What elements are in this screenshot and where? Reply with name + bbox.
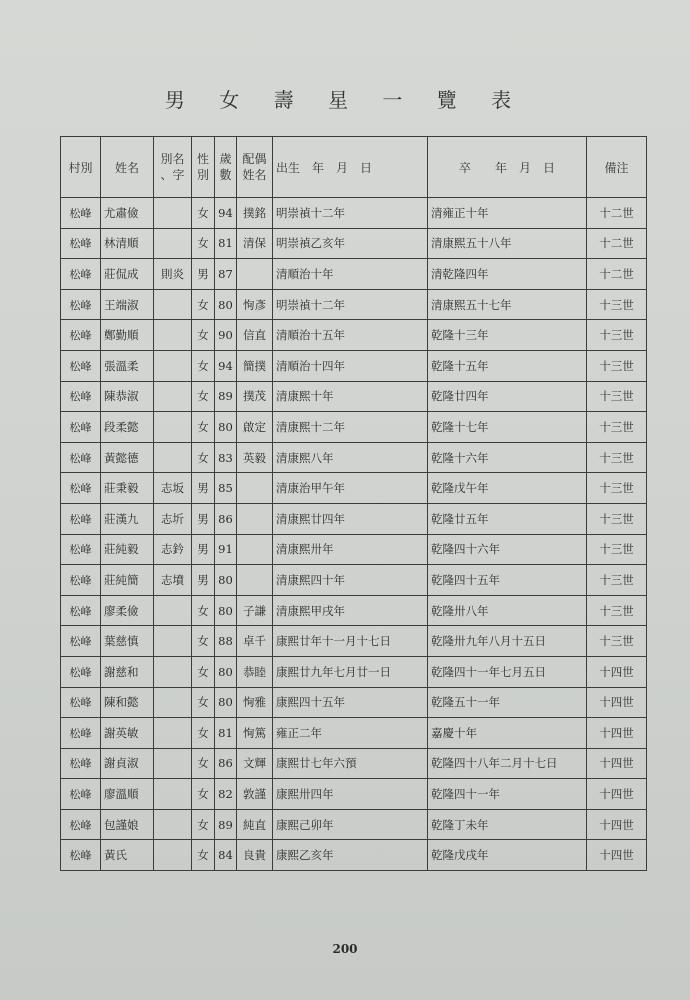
cell-name: 廖柔儉 <box>101 595 154 626</box>
cell-note: 十三世 <box>587 595 647 626</box>
header-born <box>273 137 428 198</box>
cell-died: 乾隆四十一年七月五日 <box>428 656 587 687</box>
header-spouse <box>237 137 273 198</box>
header-alias-line2: 、字 <box>160 168 185 182</box>
table-row <box>61 779 647 810</box>
header-alias <box>154 137 192 198</box>
cell-alias <box>154 656 192 687</box>
header-spouse-line2: 姓名 <box>242 168 267 182</box>
cell-name: 謝慈和 <box>101 656 154 687</box>
cell-sex: 女 <box>192 381 215 412</box>
cell-village: 松峰 <box>61 595 101 626</box>
cell-village: 松峰 <box>61 626 101 657</box>
header-alias-line1: 別名 <box>160 152 185 166</box>
cell-spouse: 文輝 <box>237 748 273 779</box>
header-sex <box>192 137 215 198</box>
cell-born: 康熙廿七年六預 <box>273 748 428 779</box>
header-village: 村別 <box>61 137 101 198</box>
cell-alias <box>154 718 192 749</box>
table-row <box>61 595 647 626</box>
header-sex-line2: 別 <box>196 168 209 182</box>
cell-age: 89 <box>215 809 237 840</box>
cell-sex: 女 <box>192 595 215 626</box>
cell-born: 明崇禎十二年 <box>273 289 428 320</box>
cell-note: 十二世 <box>587 198 647 229</box>
cell-sex: 女 <box>192 840 215 871</box>
cell-spouse: 啟定 <box>237 412 273 443</box>
cell-sex: 男 <box>192 259 215 290</box>
cell-name: 段柔懿 <box>101 412 154 443</box>
cell-name: 莊侃成 <box>101 259 154 290</box>
cell-village: 松峰 <box>61 840 101 871</box>
cell-village: 松峰 <box>61 565 101 596</box>
table-row <box>61 503 647 534</box>
cell-alias: 志圻 <box>154 503 192 534</box>
cell-village: 松峰 <box>61 320 101 351</box>
cell-name: 莊漢九 <box>101 503 154 534</box>
cell-born: 清康熙十二年 <box>273 412 428 443</box>
cell-village: 松峰 <box>61 809 101 840</box>
cell-village: 松峰 <box>61 656 101 687</box>
cell-age: 81 <box>215 718 237 749</box>
table-row <box>61 565 647 596</box>
cell-born: 明崇禎十二年 <box>273 198 428 229</box>
cell-sex: 男 <box>192 565 215 596</box>
cell-note: 十四世 <box>587 748 647 779</box>
cell-name: 林清順 <box>101 228 154 259</box>
cell-spouse: 英毅 <box>237 442 273 473</box>
cell-village: 松峰 <box>61 779 101 810</box>
cell-died: 乾隆五十一年 <box>428 687 587 718</box>
cell-note: 十三世 <box>587 289 647 320</box>
cell-died: 嘉慶十年 <box>428 718 587 749</box>
cell-alias <box>154 809 192 840</box>
cell-age: 80 <box>215 595 237 626</box>
cell-spouse: 良貴 <box>237 840 273 871</box>
header-age-line2: 數 <box>219 168 232 182</box>
header-age-line1: 歲 <box>219 152 232 166</box>
header-spouse-line1: 配偶 <box>242 152 267 166</box>
cell-died: 清康熙五十八年 <box>428 228 587 259</box>
cell-sex: 女 <box>192 320 215 351</box>
cell-spouse: 恂彥 <box>237 289 273 320</box>
cell-village: 松峰 <box>61 473 101 504</box>
cell-spouse: 簡撲 <box>237 350 273 381</box>
cell-name: 莊純簡 <box>101 565 154 596</box>
cell-sex: 女 <box>192 809 215 840</box>
table-body <box>61 198 647 871</box>
table-row <box>61 718 647 749</box>
cell-note: 十三世 <box>587 412 647 443</box>
cell-sex: 女 <box>192 350 215 381</box>
cell-died: 清康熙五十七年 <box>428 289 587 320</box>
header-died-label: 卒 年 月 日 <box>458 160 555 175</box>
header-note: 備注 <box>587 137 647 198</box>
cell-died: 乾隆四十一年 <box>428 779 587 810</box>
cell-born: 清康熙四十年 <box>273 565 428 596</box>
cell-born: 清康熙甲戌年 <box>273 595 428 626</box>
cell-village: 松峰 <box>61 687 101 718</box>
cell-age: 80 <box>215 289 237 320</box>
cell-born: 清康治甲午年 <box>273 473 428 504</box>
cell-born: 康熙己卯年 <box>273 809 428 840</box>
cell-village: 松峰 <box>61 748 101 779</box>
cell-alias <box>154 779 192 810</box>
cell-alias <box>154 595 192 626</box>
cell-village: 松峰 <box>61 442 101 473</box>
table-row <box>61 320 647 351</box>
cell-died: 乾隆戊戌年 <box>428 840 587 871</box>
cell-name: 鄭勤順 <box>101 320 154 351</box>
cell-note: 十三世 <box>587 503 647 534</box>
table-row <box>61 840 647 871</box>
cell-name: 莊純毅 <box>101 534 154 565</box>
cell-spouse <box>237 473 273 504</box>
header-sex-line1: 性 <box>196 152 209 166</box>
cell-sex: 女 <box>192 626 215 657</box>
table-row <box>61 412 647 443</box>
cell-born: 康熙乙亥年 <box>273 840 428 871</box>
cell-age: 81 <box>215 228 237 259</box>
cell-died: 乾隆廿四年 <box>428 381 587 412</box>
page-title: 男 女 壽 星 一 覽 表 <box>164 88 526 112</box>
cell-died: 乾隆十五年 <box>428 350 587 381</box>
cell-spouse: 敦謹 <box>237 779 273 810</box>
cell-alias <box>154 381 192 412</box>
table-row <box>61 442 647 473</box>
cell-alias <box>154 687 192 718</box>
table-row <box>61 534 647 565</box>
cell-died: 乾隆戊午年 <box>428 473 587 504</box>
cell-died: 清雍正十年 <box>428 198 587 229</box>
cell-died: 乾隆四十八年二月十七日 <box>428 748 587 779</box>
cell-spouse <box>237 503 273 534</box>
table-row <box>61 687 647 718</box>
cell-village: 松峰 <box>61 381 101 412</box>
cell-spouse: 卓千 <box>237 626 273 657</box>
cell-died: 乾隆卅九年八月十五日 <box>428 626 587 657</box>
cell-sex: 女 <box>192 687 215 718</box>
cell-age: 89 <box>215 381 237 412</box>
table-row <box>61 350 647 381</box>
header-born-label: 出生 年 月 日 <box>276 160 373 175</box>
cell-note: 十四世 <box>587 779 647 810</box>
cell-died: 乾隆四十五年 <box>428 565 587 596</box>
table-row <box>61 289 647 320</box>
cell-age: 80 <box>215 656 237 687</box>
cell-born: 清康熙廿四年 <box>273 503 428 534</box>
cell-name: 陳和懿 <box>101 687 154 718</box>
cell-born: 清順治十四年 <box>273 350 428 381</box>
cell-village: 松峰 <box>61 503 101 534</box>
cell-spouse <box>237 534 273 565</box>
cell-village: 松峰 <box>61 412 101 443</box>
cell-spouse: 恂篤 <box>237 718 273 749</box>
cell-spouse: 純直 <box>237 809 273 840</box>
cell-village: 松峰 <box>61 259 101 290</box>
cell-age: 91 <box>215 534 237 565</box>
cell-sex: 女 <box>192 718 215 749</box>
cell-note: 十三世 <box>587 350 647 381</box>
cell-name: 王端淑 <box>101 289 154 320</box>
cell-village: 松峰 <box>61 289 101 320</box>
cell-sex: 女 <box>192 779 215 810</box>
cell-born: 康熙卅四年 <box>273 779 428 810</box>
cell-note: 十四世 <box>587 718 647 749</box>
cell-alias <box>154 840 192 871</box>
cell-spouse: 清保 <box>237 228 273 259</box>
cell-spouse: 恭睦 <box>237 656 273 687</box>
cell-spouse: 子謙 <box>237 595 273 626</box>
cell-age: 86 <box>215 503 237 534</box>
cell-sex: 男 <box>192 473 215 504</box>
cell-age: 86 <box>215 748 237 779</box>
cell-born: 清康熙八年 <box>273 442 428 473</box>
header-died <box>428 137 587 198</box>
cell-note: 十二世 <box>587 259 647 290</box>
cell-spouse: 撲茂 <box>237 381 273 412</box>
cell-age: 83 <box>215 442 237 473</box>
cell-sex: 女 <box>192 228 215 259</box>
table-row <box>61 259 647 290</box>
cell-died: 乾隆卅八年 <box>428 595 587 626</box>
cell-age: 85 <box>215 473 237 504</box>
cell-note: 十二世 <box>587 228 647 259</box>
cell-age: 82 <box>215 779 237 810</box>
cell-born: 明崇禎乙亥年 <box>273 228 428 259</box>
cell-village: 松峰 <box>61 350 101 381</box>
cell-age: 84 <box>215 840 237 871</box>
cell-age: 87 <box>215 259 237 290</box>
cell-name: 廖溫順 <box>101 779 154 810</box>
cell-spouse: 恂雅 <box>237 687 273 718</box>
cell-died: 乾隆丁未年 <box>428 809 587 840</box>
cell-alias <box>154 350 192 381</box>
cell-name: 尤肅儉 <box>101 198 154 229</box>
cell-died: 乾隆十七年 <box>428 412 587 443</box>
header-age <box>215 137 237 198</box>
cell-sex: 女 <box>192 198 215 229</box>
cell-born: 清順治十年 <box>273 259 428 290</box>
cell-note: 十三世 <box>587 626 647 657</box>
cell-age: 80 <box>215 687 237 718</box>
cell-village: 松峰 <box>61 718 101 749</box>
cell-born: 清康熙十年 <box>273 381 428 412</box>
cell-alias <box>154 442 192 473</box>
cell-note: 十四世 <box>587 840 647 871</box>
cell-note: 十三世 <box>587 381 647 412</box>
cell-sex: 女 <box>192 748 215 779</box>
table-row <box>61 626 647 657</box>
cell-alias: 志鈐 <box>154 534 192 565</box>
cell-alias: 則炎 <box>154 259 192 290</box>
cell-name: 葉慈慎 <box>101 626 154 657</box>
cell-name: 黃懿德 <box>101 442 154 473</box>
cell-died: 乾隆四十六年 <box>428 534 587 565</box>
cell-note: 十四世 <box>587 809 647 840</box>
table-header-row <box>61 137 647 198</box>
cell-alias <box>154 198 192 229</box>
cell-name: 黃氏 <box>101 840 154 871</box>
cell-alias <box>154 289 192 320</box>
cell-died: 清乾隆四年 <box>428 259 587 290</box>
cell-note: 十三世 <box>587 565 647 596</box>
cell-alias: 志墳 <box>154 565 192 596</box>
header-name: 姓名 <box>101 137 154 198</box>
cell-alias <box>154 748 192 779</box>
page-number: 200 <box>332 942 358 956</box>
cell-name: 莊秉毅 <box>101 473 154 504</box>
cell-sex: 男 <box>192 503 215 534</box>
cell-age: 94 <box>215 198 237 229</box>
cell-note: 十四世 <box>587 687 647 718</box>
cell-born: 康熙廿年十一月十七日 <box>273 626 428 657</box>
cell-born: 康熙四十五年 <box>273 687 428 718</box>
cell-alias: 志坂 <box>154 473 192 504</box>
cell-spouse <box>237 259 273 290</box>
cell-sex: 男 <box>192 534 215 565</box>
cell-age: 90 <box>215 320 237 351</box>
cell-name: 包謹娘 <box>101 809 154 840</box>
cell-born: 雍正二年 <box>273 718 428 749</box>
cell-spouse: 信直 <box>237 320 273 351</box>
table-row <box>61 748 647 779</box>
cell-age: 80 <box>215 412 237 443</box>
cell-born: 清康熙卅年 <box>273 534 428 565</box>
cell-sex: 女 <box>192 442 215 473</box>
cell-died: 乾隆十三年 <box>428 320 587 351</box>
cell-name: 謝英敏 <box>101 718 154 749</box>
table-row <box>61 473 647 504</box>
cell-sex: 女 <box>192 412 215 443</box>
cell-village: 松峰 <box>61 198 101 229</box>
table-row <box>61 381 647 412</box>
cell-age: 88 <box>215 626 237 657</box>
longevity-table <box>60 136 647 871</box>
cell-spouse: 撲銘 <box>237 198 273 229</box>
cell-alias <box>154 626 192 657</box>
cell-name: 張溫柔 <box>101 350 154 381</box>
cell-name: 陳恭淑 <box>101 381 154 412</box>
cell-note: 十四世 <box>587 656 647 687</box>
table-row <box>61 809 647 840</box>
cell-village: 松峰 <box>61 534 101 565</box>
cell-alias <box>154 412 192 443</box>
cell-village: 松峰 <box>61 228 101 259</box>
cell-note: 十三世 <box>587 442 647 473</box>
cell-name: 謝貞淑 <box>101 748 154 779</box>
cell-alias <box>154 320 192 351</box>
cell-note: 十三世 <box>587 473 647 504</box>
cell-alias <box>154 228 192 259</box>
cell-spouse <box>237 565 273 596</box>
cell-age: 80 <box>215 565 237 596</box>
cell-died: 乾隆廿五年 <box>428 503 587 534</box>
cell-age: 94 <box>215 350 237 381</box>
cell-died: 乾隆十六年 <box>428 442 587 473</box>
cell-note: 十三世 <box>587 320 647 351</box>
cell-born: 清順治十五年 <box>273 320 428 351</box>
cell-sex: 女 <box>192 656 215 687</box>
cell-sex: 女 <box>192 289 215 320</box>
cell-born: 康熙廿九年七月廿一日 <box>273 656 428 687</box>
table-row <box>61 656 647 687</box>
table-row <box>61 228 647 259</box>
table-row <box>61 198 647 229</box>
cell-note: 十三世 <box>587 534 647 565</box>
